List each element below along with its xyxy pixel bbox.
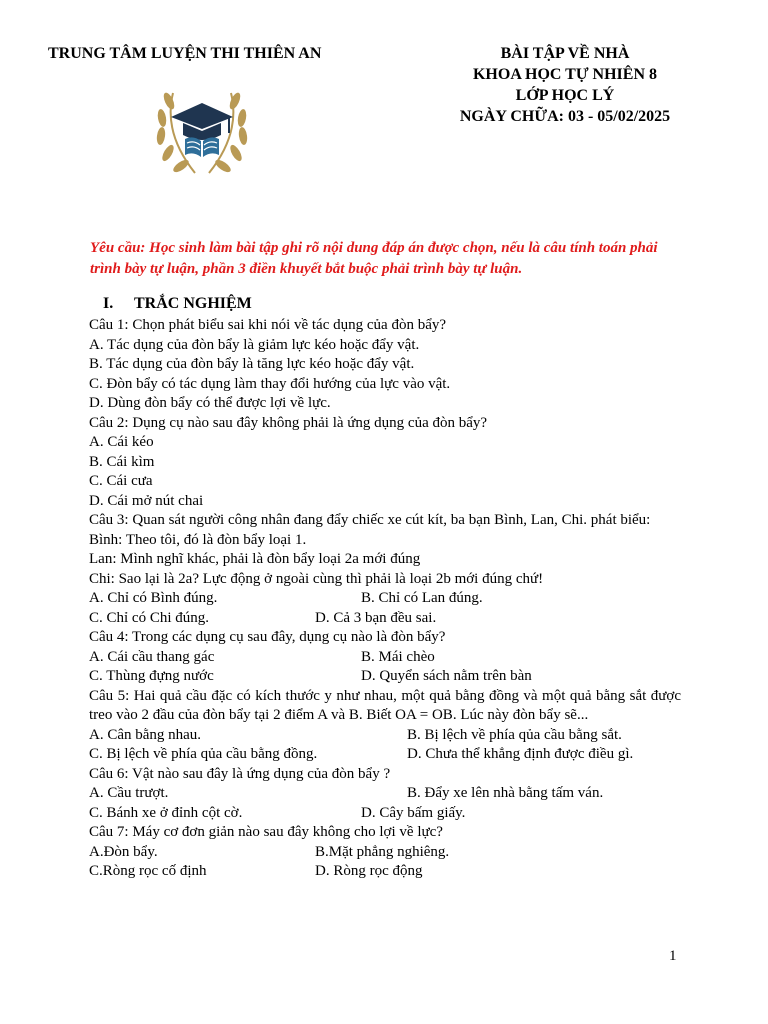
requirement-note: Yêu cầu: Học sinh làm bài tập ghi rõ nội dung đáp án được chọn, nếu là câu tính toán phải trình bày tự luận, phần 3 điền khuyết bắt buộc phải trình bày tự luận.	[90, 240, 658, 277]
q2-option-d: D. Cái mở nút chai	[89, 492, 204, 509]
q4-option-b: B. Mái chèo	[361, 648, 435, 665]
q6-option-d: D. Cây bấm giấy.	[361, 804, 466, 821]
q1-option-d: D. Dùng đòn bẩy có thể được lợi về lực.	[89, 395, 331, 411]
q7-option-b: B.Mặt phẳng nghiêng.	[315, 843, 450, 860]
question-6: Câu 6: Vật nào sau đây là ứng dụng của đòn bẩy ?	[89, 765, 391, 782]
q3-statement-binh: Bình: Theo tôi, đó là đòn bẩy loại 1.	[89, 531, 307, 548]
q3-option-c: C. Chỉ có Chi đúng.	[89, 609, 210, 626]
q6-option-c: C. Bánh xe ở đỉnh cột cờ.	[89, 804, 243, 821]
q6-option-b: B. Đẩy xe lên nhà bằng tấm ván.	[407, 785, 604, 801]
assignment-header	[430, 43, 700, 127]
q7-option-a: A.Đòn bẩy.	[89, 843, 158, 860]
graduation-cap-logo-icon	[151, 73, 253, 183]
q5-option-d: D. Chưa thể khẳng định được điều gì.	[407, 746, 634, 762]
page-number: 1	[669, 948, 677, 964]
section-heading	[103, 295, 252, 313]
q2-option-c: C. Cái cưa	[89, 473, 153, 489]
q7-option-d: D. Ròng rọc động	[315, 863, 423, 879]
q3-statement-chi: Chi: Sao lại là 2a? Lực động ở ngoài cùng thì phải là loại 2b mới đúng chứ!	[89, 570, 544, 587]
q5-option-b: B. Bị lệch về phía qủa cầu bằng sắt.	[407, 726, 622, 743]
q1-option-c: C. Đòn bẩy có tác dụng làm thay đổi hướng của lực vào vật.	[89, 375, 451, 392]
section-number: I.	[103, 295, 114, 312]
q1-option-a: A. Tác dụng của đòn bẩy là giảm lực kéo hoặc đẩy vật.	[89, 336, 420, 353]
q7-option-c: C.Ròng rọc cố định	[89, 863, 207, 879]
q4-option-c: C. Thùng đựng nước	[89, 668, 214, 684]
class-name: LỚP HỌC LÝ	[515, 87, 615, 104]
q1-option-b: B. Tác dụng của đòn bẩy là tăng lực kéo hoặc đẩy vật.	[89, 356, 415, 372]
q2-option-a: A. Cái kéo	[89, 434, 154, 450]
q5-option-a: A. Cân bằng nhau.	[89, 726, 202, 743]
q3-option-d: D. Cả 3 bạn đều sai.	[315, 609, 437, 626]
q3-option-b: B. Chỉ có Lan đúng.	[361, 590, 483, 606]
q2-option-b: B. Cái kìm	[89, 453, 155, 470]
question-7: Câu 7: Máy cơ đơn giản nào sau đây không cho lợi về lực?	[89, 824, 443, 840]
question-5: Câu 5: Hai quả cầu đặc có kích thước y như nhau, một quả bằng đồng và một quả bằng sắt được treo vào 2 đầu của đòn bẩy tại 2 điểm A và B. Biết OA = OB. Lúc này đòn bẩy sẽ...	[89, 687, 681, 723]
question-2: Câu 2: Dụng cụ nào sau đây không phải là ứng dụng của đòn bẩy?	[89, 414, 488, 431]
question-list	[89, 316, 681, 882]
question-3: Câu 3: Quan sát người công nhân đang đẩy chiếc xe cút kít, ba bạn Bình, Lan, Chi. phát biểu:	[89, 512, 651, 528]
q5-option-c: C. Bị lệch về phía qủa cầu bằng đồng.	[89, 746, 318, 762]
subject-name: KHOA HỌC TỰ NHIÊN 8	[472, 66, 658, 83]
q3-statement-lan: Lan: Mình nghĩ khác, phải là đòn bẩy loại 2a mới đúng	[89, 551, 421, 567]
section-title: TRẮC NGHIỆM	[134, 295, 252, 312]
center-name: TRUNG TÂM LUYỆN THI THIÊN AN	[48, 45, 322, 62]
question-4: Câu 4: Trong các dụng cụ sau đây, dụng cụ nào là đòn bẩy?	[89, 629, 446, 645]
q4-option-d: D. Quyển sách nằm trên bàn	[361, 668, 532, 684]
q3-option-a: A. Chỉ có Bình đúng.	[89, 590, 218, 606]
question-1: Câu 1: Chọn phát biểu sai khi nói về tác dụng của đòn bẩy?	[89, 317, 447, 333]
review-date: NGÀY CHỮA: 03 - 05/02/2025	[459, 108, 671, 125]
assignment-title: BÀI TẬP VỀ NHÀ	[500, 45, 630, 62]
q6-option-a: A. Cầu trượt.	[89, 785, 169, 801]
q4-option-a: A. Cái cầu thang gác	[89, 648, 215, 665]
